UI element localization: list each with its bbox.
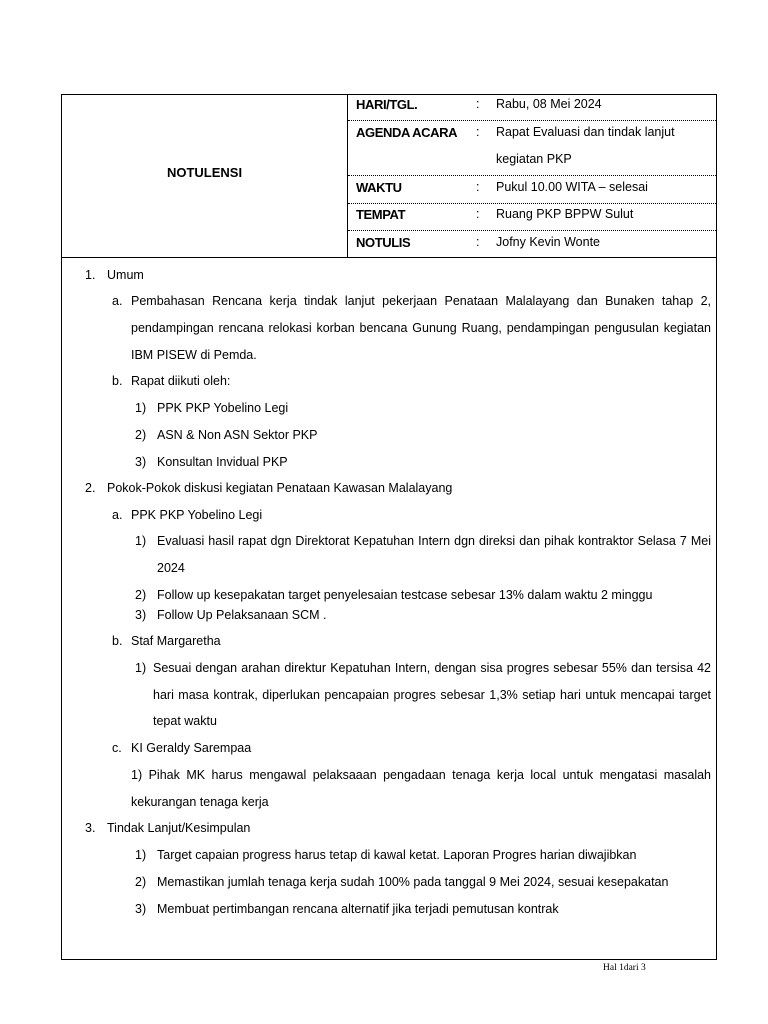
item-text: Rapat diikuti oleh: xyxy=(131,374,231,388)
list-item: Evaluasi hasil rapat dgn Direktorat Kepatuhan Intern dgn direksi dan pihak kontraktor Selasa 7 Mei xyxy=(157,534,711,548)
title-cell xyxy=(62,95,348,257)
list-number: 1) xyxy=(135,848,147,862)
list-item: Target capaian progress harus tetap di kawal ketat. Laporan Progres harian diwajibkan xyxy=(157,848,637,862)
list-item: ASN & Non ASN Sektor PKP xyxy=(157,428,318,442)
tempat-label: TEMPAT xyxy=(356,207,406,222)
tempat-value: Ruang PKP BPPW Sulut xyxy=(496,207,634,221)
colon: : xyxy=(476,97,480,111)
document-title: NOTULENSI xyxy=(166,165,243,180)
section-number: 1. xyxy=(85,268,96,282)
item-text: KI Geraldy Sarempaa xyxy=(131,741,252,755)
list-number: 1) xyxy=(135,534,147,548)
section-number: 2. xyxy=(85,481,96,495)
paragraph-line: IBM PISEW di Pemda. xyxy=(131,348,257,362)
section-title-tindak-lanjut: Tindak Lanjut/Kesimpulan xyxy=(107,821,251,835)
item-letter: a. xyxy=(112,508,123,522)
notulis-label: NOTULIS xyxy=(356,235,411,250)
list-item: Membuat pertimbangan rencana alternatif jika terjadi pemutusan kontrak xyxy=(157,902,559,916)
list-number: 2) xyxy=(135,428,147,442)
hari-label: HARI/TGL. xyxy=(356,97,418,112)
colon: : xyxy=(476,125,480,139)
section-title-umum: Umum xyxy=(107,268,144,282)
list-number: 3) xyxy=(135,608,147,622)
list-item: PPK PKP Yobelino Legi xyxy=(157,401,289,415)
agenda-value-line1: Rapat Evaluasi dan tindak lanjut xyxy=(496,125,675,139)
agenda-label: AGENDA ACARA xyxy=(356,125,458,140)
item-letter: b. xyxy=(112,374,123,388)
list-item-continuation: tepat waktu xyxy=(153,714,217,728)
meta-row-waktu xyxy=(348,175,716,204)
item-letter: b. xyxy=(112,634,123,648)
paragraph-line: pendampingan rencana relokasi korban bencana Gunung Ruang, pendampingan pengusulan kegiatan xyxy=(131,321,711,335)
list-number: 1) xyxy=(135,401,147,415)
list-item: Memastikan jumlah tenaga kerja sudah 100% pada tanggal 9 Mei 2024, sesuai kesepakatan xyxy=(157,875,669,889)
list-number: 2) xyxy=(135,588,147,602)
paragraph-line: Pembahasan Rencana kerja tindak lanjut pekerjaan Penataan Malalayang dan Bunaken tahap 2, xyxy=(131,294,711,308)
list-item: Follow up kesepakatan target penyelesaian testcase sebesar 13% dalam waktu 2 minggu xyxy=(157,588,653,602)
waktu-label: WAKTU xyxy=(356,180,402,195)
paragraph-line: 1) Pihak MK harus mengawal pelaksaaan pengadaan tenaga kerja local untuk mengatasi masalah xyxy=(131,768,711,782)
colon: : xyxy=(476,235,480,249)
page-number: Hal 1dari 3 xyxy=(603,963,646,973)
meta-row-hari xyxy=(348,95,716,121)
meta-row-notulis xyxy=(348,230,716,258)
meta-row-tempat xyxy=(348,203,716,231)
item-text: Staf Margaretha xyxy=(131,634,221,648)
notulis-value: Jofny Kevin Wonte xyxy=(496,235,600,249)
colon: : xyxy=(476,207,480,221)
item-letter: a. xyxy=(112,294,123,308)
item-letter: c. xyxy=(112,741,122,755)
list-number: 2) xyxy=(135,875,147,889)
list-item: Follow Up Pelaksanaan SCM . xyxy=(157,608,327,622)
section-number: 3. xyxy=(85,821,96,835)
list-number: 3) xyxy=(135,455,147,469)
list-item-continuation: hari masa kontrak, diperlukan pencapaian progres sebesar 1,3% setiap hari untuk mencapai target xyxy=(153,688,711,702)
list-number: 1) xyxy=(135,661,147,675)
list-item-continuation: 2024 xyxy=(157,561,185,575)
list-number: 3) xyxy=(135,902,147,916)
section-title-pokok: Pokok-Pokok diskusi kegiatan Penataan Kawasan Malalayang xyxy=(107,481,453,495)
hari-value: Rabu, 08 Mei 2024 xyxy=(496,97,602,111)
meta-row-agenda xyxy=(348,120,716,176)
agenda-value-line2: kegiatan PKP xyxy=(496,152,572,166)
list-item: Sesuai dengan arahan direktur Kepatuhan Intern, dengan sisa progres sebesar 55% dan tersisa 42 xyxy=(153,661,711,675)
waktu-value: Pukul 10.00 WITA – selesai xyxy=(496,180,648,194)
document-header xyxy=(62,95,716,258)
list-item: Konsultan Invidual PKP xyxy=(157,455,288,469)
colon: : xyxy=(476,180,480,194)
paragraph-line: kekurangan tenaga kerja xyxy=(131,795,269,809)
item-text: PPK PKP Yobelino Legi xyxy=(131,508,263,522)
